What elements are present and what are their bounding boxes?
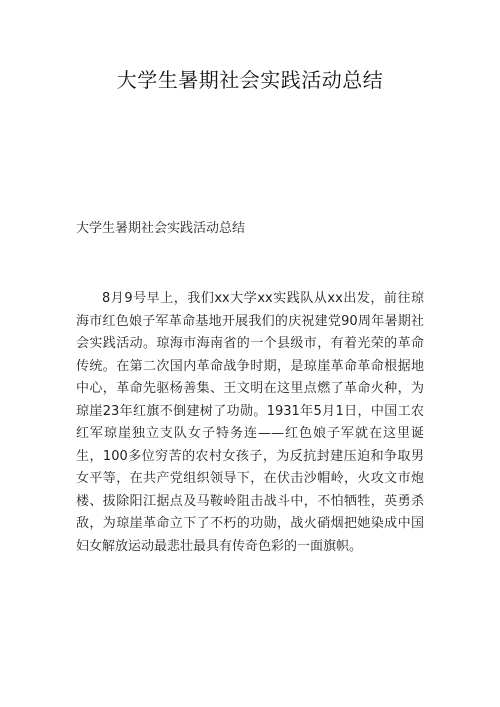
document-subtitle: 大学生暑期社会实践活动总结	[76, 221, 246, 236]
body-paragraph: 8月9号早上，我们xx大学xx实践队从xx出发，前往琼海市红色娘子军革命基地开展我们的庆祝建党90周年暑期社会实践活动。琼海市海南省的一个县级市，有着光荣的革命传统。在第二次国内革命战争时期，是琼崖革命革命根据地中心，革命先驱杨善集、王文明在这里点燃了革命火种，为琼崖23年红旗不倒建树了功勋。1931年5月1日，中国工农红军琼崖独立支队女子特务连——红色娘子军就在这里诞生，100多位穷苦的农村女孩子，为反抗封建压迫和争取男女平等，在共产党组织领导下，在伏击沙帽岭，火攻文市炮楼、拔除阳江据点及马鞍岭阻击战斗中，不怕牺牲，英勇杀敌，为琼崖革命立下了不朽的功勋，战火硝烟把她染成中国妇女解放运动最悲壮最具有传奇色彩的一面旗帜。	[76, 291, 424, 554]
document-title: 大学生暑期社会实践活动总结	[116, 68, 384, 92]
